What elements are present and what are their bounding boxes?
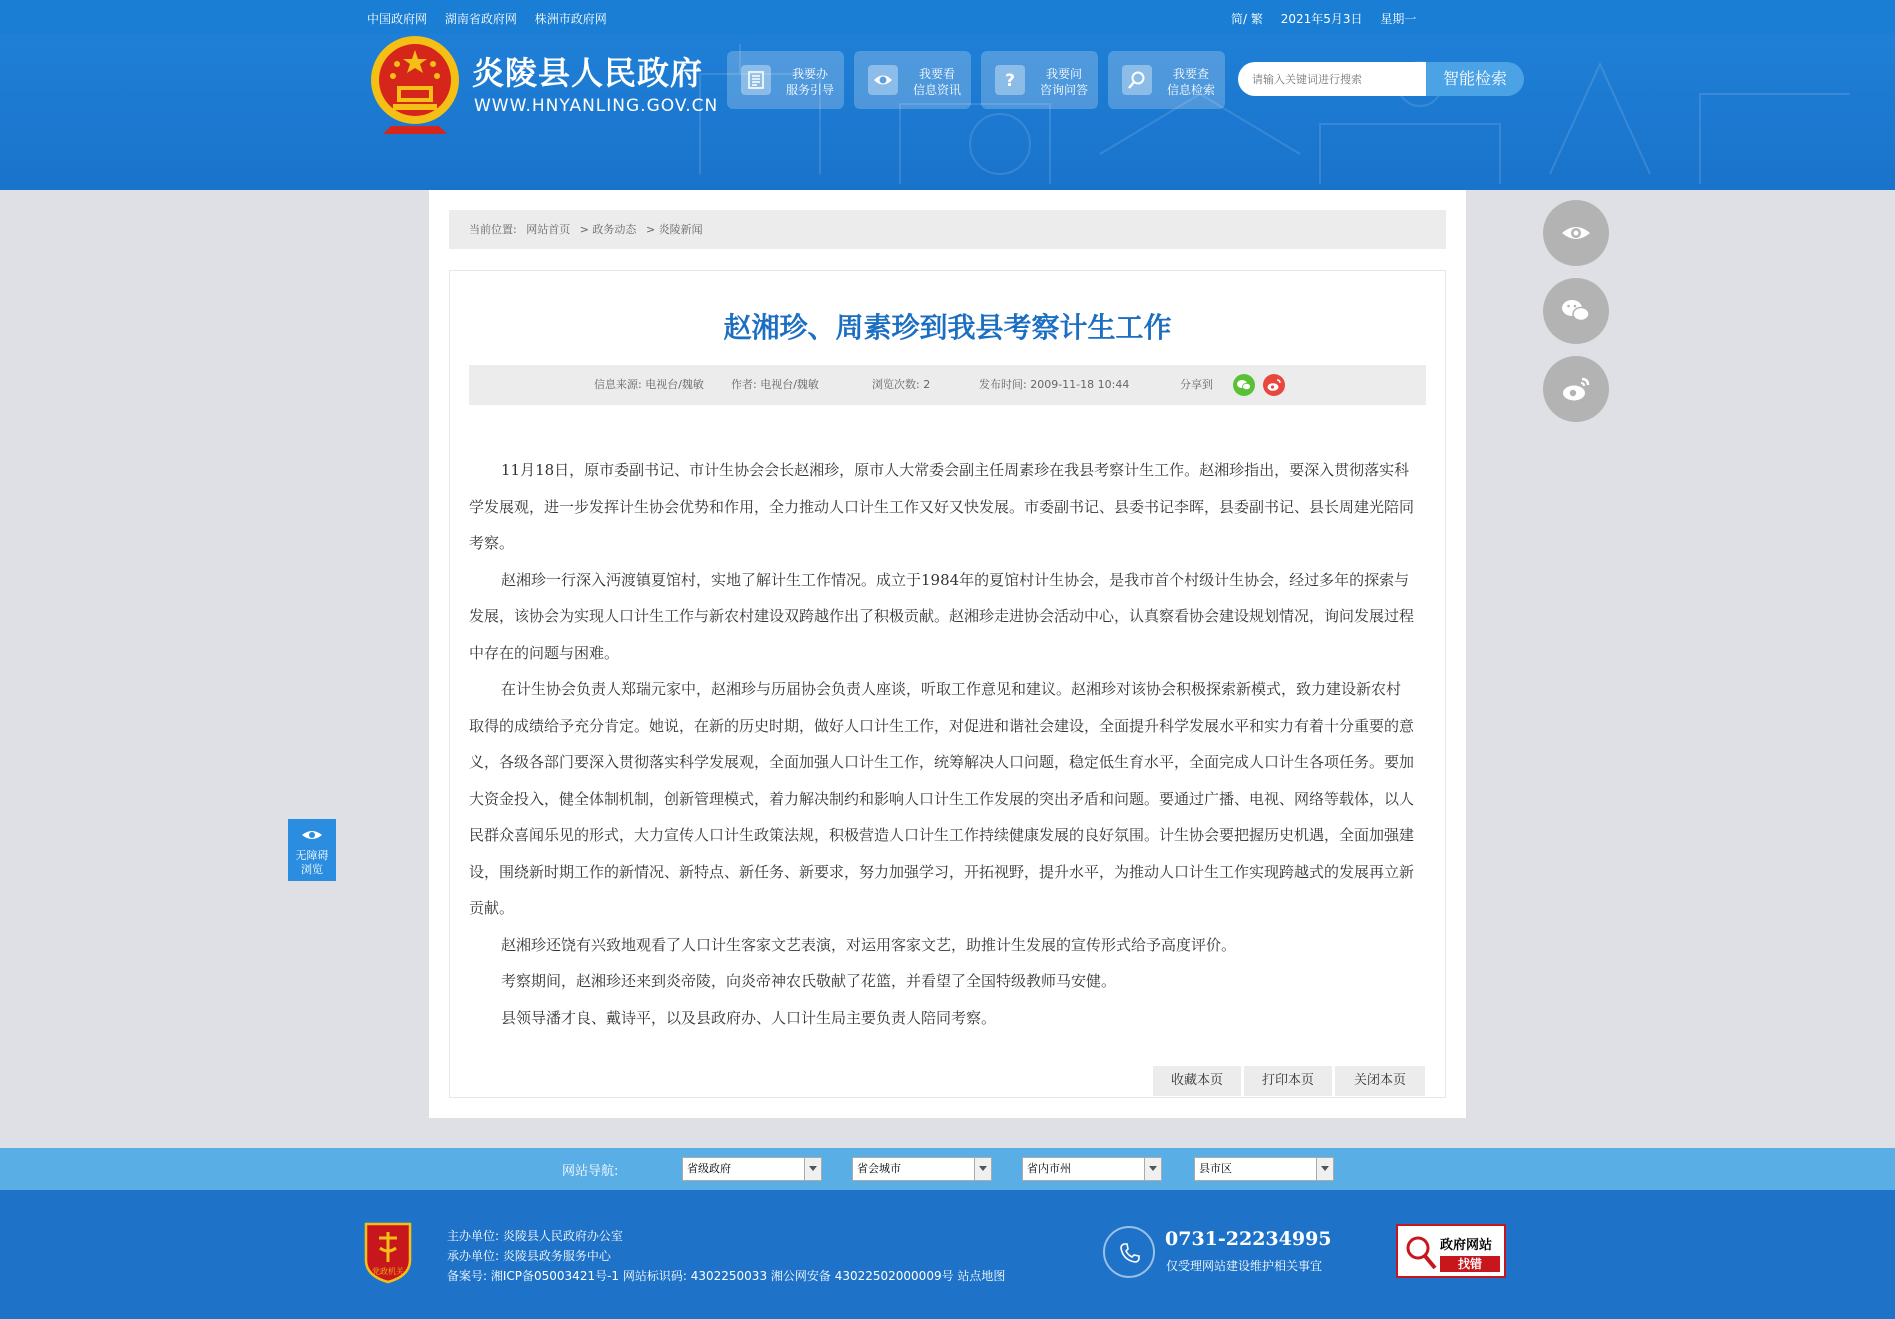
article-author: 作者: 电视台/魏敏 — [731, 378, 819, 391]
breadcrumb-current[interactable]: > 炎陵新闻 — [645, 223, 703, 236]
national-emblem-icon — [367, 34, 463, 136]
quick-link-sublabel: 咨询问答 — [1039, 83, 1088, 97]
article-paragraph: 考察期间，赵湘珍还来到炎帝陵，向炎帝神农氏敬献了花篮，并看望了全国特级教师马安健。 — [501, 972, 1117, 990]
search-box — [1238, 62, 1426, 96]
nav-select-provincial[interactable] — [682, 1157, 822, 1181]
float-wechat-button[interactable] — [1543, 278, 1609, 344]
breadcrumb-home[interactable]: 网站首页 — [526, 223, 571, 236]
article-paragraph: 在计生协会负责人郑瑞元家中，赵湘珍与历届协会负责人座谈，听取工作意见和建议。赵湘珍对该协会积极探索新模式，致力建设新农村取得的成绩给予充分肯定。她说，在新的历史时期，做好人口计生工作，对促进和谐社会建设，全面提升科学发展水平和实力有着十分重要的意义，各级各部门要深入贯彻落实科学发展观，全面加强人口计生工作，统筹解决人口问题，稳定低生育水平，全面完成人口计生各项任务。要加大资金投入，健全体制机制，创新管理模式，着力解决制约和影响人口计生工作发展的突出矛盾和问题。要通过广播、电视、网络等载体，以人民群众喜闻乐见的形式，大力宣传人口计生政策法规，积极营造人口计生工作持续健康发展的良好氛围。计生协会要把握历史机遇，全面加强建设，围绕新时期工作的新情况、新特点、新任务、新要求，努力加强学习，开拓视野，提升水平，为推动人口计生工作实现跨越式的发展再立新贡献。 — [469, 680, 1415, 917]
breadcrumb-label: 当前位置: — [469, 223, 517, 236]
site-footer — [0, 1190, 1895, 1319]
party-government-badge-icon[interactable] — [362, 1220, 414, 1284]
quick-link-consult[interactable] — [981, 51, 1098, 109]
footer-record[interactable]: 备案号: 湘ICP备05003421号-1 网站标识码: 4302250033 湘公网安备 43022502000009号 站点地图 — [447, 1269, 1006, 1283]
chevron-down-icon — [1144, 1158, 1161, 1180]
weibo-share-icon[interactable] — [1263, 374, 1285, 396]
wechat-icon — [1560, 295, 1592, 327]
quick-link-label: 我要查 — [1172, 67, 1209, 81]
current-weekday: 星期一 — [1380, 12, 1417, 26]
breadcrumb-news-category[interactable]: > 政务动态 — [579, 223, 637, 236]
article-title: 赵湘珍、周素珍到我县考察计生工作 — [723, 311, 1172, 344]
top-right-info — [1231, 10, 1430, 27]
site-url: WWW.HNYANLING.GOV.CN — [474, 96, 719, 116]
footer-organizer: 承办单位: 炎陵县政务服务中心 — [447, 1249, 611, 1263]
close-page-button[interactable]: 关闭本页 — [1335, 1066, 1425, 1096]
article-body — [469, 452, 1415, 1036]
quick-link-sublabel: 信息检索 — [1166, 83, 1215, 97]
search-input[interactable] — [1252, 62, 1422, 96]
report-error-title: 政府网站 — [1440, 1238, 1493, 1253]
question-icon — [995, 65, 1025, 95]
badge-text: 党政机关 — [372, 1267, 404, 1276]
accessibility-button[interactable] — [288, 819, 336, 881]
top-links — [367, 10, 621, 27]
link-zhuzhou-gov[interactable]: 株洲市政府网 — [534, 12, 607, 26]
breadcrumb — [449, 210, 1446, 249]
search-button[interactable]: 智能检索 — [1426, 62, 1524, 96]
quick-link-label: 我要看 — [918, 67, 955, 81]
article-published: 发布时间: 2009-11-18 10:44 — [979, 378, 1130, 391]
chevron-down-icon — [974, 1158, 991, 1180]
nav-select-prefectures[interactable] — [1022, 1157, 1162, 1181]
nav-select-capitals[interactable] — [852, 1157, 992, 1181]
contact-phone-note: 仅受理网站建设维护相关事宜 — [1166, 1259, 1323, 1273]
nav-select-value: 省内市州 — [1027, 1162, 1071, 1175]
article-paragraph: 赵湘珍还饶有兴致地观看了人口计生客家文艺表演，对运用客家文艺，助推计生发展的宣传形式给予高度评价。 — [501, 935, 1237, 954]
report-error-badge[interactable] — [1396, 1224, 1506, 1278]
nav-select-value: 省级政府 — [687, 1162, 731, 1175]
nav-select-value: 省会城市 — [857, 1162, 901, 1175]
quick-link-info[interactable] — [854, 51, 971, 109]
document-icon — [741, 65, 771, 95]
chevron-down-icon — [1316, 1158, 1333, 1180]
phone-icon — [1103, 1226, 1155, 1278]
weibo-icon — [1560, 373, 1592, 405]
quick-link-service-guide[interactable] — [727, 51, 844, 109]
link-china-gov[interactable]: 中国政府网 — [367, 12, 428, 26]
accessibility-sublabel: 浏览 — [301, 863, 323, 876]
quick-link-sublabel: 信息资讯 — [912, 83, 961, 97]
float-weibo-button[interactable] — [1543, 356, 1609, 422]
nav-select-value: 县市区 — [1199, 1162, 1232, 1175]
current-date: 2021年5月3日 — [1280, 12, 1363, 26]
top-bar — [0, 0, 1895, 34]
search-icon — [1122, 65, 1152, 95]
svg-text:?: ? — [1005, 71, 1015, 90]
eye-icon — [301, 827, 323, 843]
article-views: 浏览次数: 2 — [872, 378, 931, 391]
bookmark-page-button[interactable]: 收藏本页 — [1153, 1066, 1241, 1096]
quick-link-label: 我要办 — [791, 67, 828, 81]
chevron-down-icon — [804, 1158, 821, 1180]
lang-switch[interactable]: 简/ 繁 — [1231, 12, 1263, 26]
site-nav-label: 网站导航: — [562, 1164, 619, 1179]
footer-host: 主办单位: 炎陵县人民政府办公室 — [447, 1229, 623, 1243]
eye-icon — [1560, 217, 1592, 249]
article-paragraph: 县领导潘才良、戴诗平，以及县政府办、人口计生局主要负责人陪同考察。 — [501, 1008, 997, 1027]
nav-select-counties[interactable] — [1194, 1157, 1334, 1181]
print-page-button[interactable]: 打印本页 — [1244, 1066, 1332, 1096]
wechat-share-icon[interactable] — [1233, 374, 1255, 396]
eye-icon — [868, 65, 898, 95]
site-title: 炎陵县人民政府 — [472, 54, 704, 92]
share-label: 分享到 — [1180, 378, 1213, 391]
quick-link-search[interactable] — [1108, 51, 1225, 109]
accessibility-label: 无障碍 — [295, 849, 329, 862]
float-view-button[interactable] — [1543, 200, 1609, 266]
quick-link-label: 我要问 — [1045, 67, 1082, 81]
article-source: 信息来源: 电视台/魏敏 — [594, 378, 704, 391]
quick-link-sublabel: 服务引导 — [785, 83, 834, 97]
article-paragraph: 赵湘珍一行深入沔渡镇夏馆村，实地了解计生工作情况。成立于1984年的夏馆村计生协会，是我市首个村级计生协会，经过多年的探索与发展，该协会为实现人口计生工作与新农村建设双跨越作出了积极贡献。赵湘珍走进协会活动中心，认真察看协会建设规划情况，询问发展过程中存在的问题与困难。 — [469, 570, 1415, 662]
contact-phone: 0731-22234995 — [1165, 1228, 1332, 1250]
link-hunan-gov[interactable]: 湖南省政府网 — [444, 12, 517, 26]
article-paragraph: 11月18日，原市委副书记、市计生协会会长赵湘珍，原市人大常委会副主任周素珍在我县考察计生工作。赵湘珍指出，要深入贯彻落实科学发展观，进一步发挥计生协会优势和作用，全力推动人口计生工作又好又快发展。市委副书记、县委书记李晖，县委副书记、县长周建光陪同考察。 — [469, 461, 1415, 552]
report-error-label: 找错 — [1440, 1256, 1500, 1272]
magnifier-icon — [1404, 1234, 1438, 1272]
